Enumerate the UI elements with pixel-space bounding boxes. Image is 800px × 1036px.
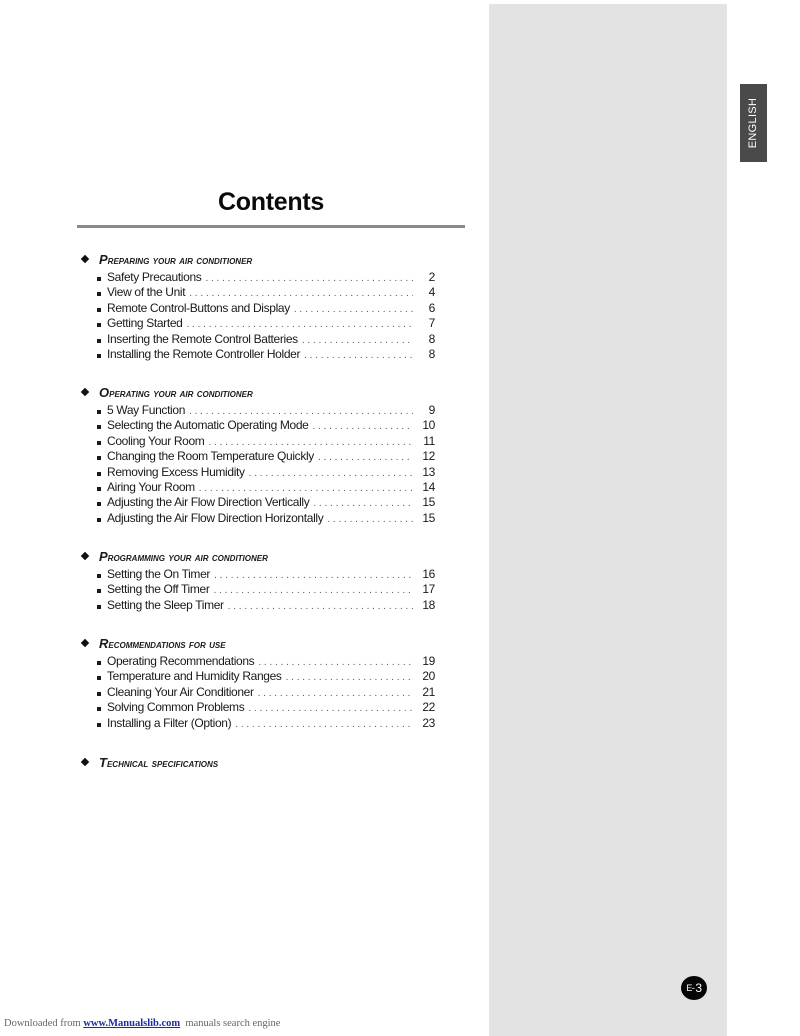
page-number: 19 [422, 654, 435, 668]
page-number: 12 [422, 449, 435, 464]
page-number: 14 [422, 479, 435, 494]
language-tab [740, 84, 767, 162]
toc-entry[interactable]: Solving Common Problems . . . 22 [80, 700, 435, 715]
section-title: Preparing your air conditioner [99, 252, 253, 267]
dot-leader [186, 317, 413, 332]
dot-leader [313, 419, 414, 434]
page-number: 6 [428, 300, 435, 315]
dot-leader [235, 717, 413, 732]
toc-entry[interactable]: Setting the Off Timer . . . 17 [80, 582, 435, 597]
toc-entry[interactable]: Changing the Room Temperature Quickly . . . 12 [80, 449, 435, 464]
toc-entry[interactable]: Remote Control-Buttons and Display . . . 6 [80, 301, 435, 316]
section-heading [80, 252, 440, 268]
toc-entry[interactable]: Installing the Remote Controller Holder . . . 8 [80, 347, 435, 362]
square-bullet-icon [97, 589, 101, 593]
toc-entry[interactable]: Inserting the Remote Control Batteries . . . 8 [80, 332, 435, 347]
page-number: 2 [428, 270, 435, 284]
page-number: 23 [422, 715, 435, 730]
dot-leader [213, 583, 413, 598]
diamond-bullet-icon [81, 255, 89, 263]
square-bullet-icon [97, 277, 101, 281]
dot-leader [189, 404, 413, 419]
page-prefix: E- [686, 983, 695, 993]
section-title: Technical specifications [99, 755, 219, 770]
footer-prefix: Downloaded from [4, 1018, 84, 1029]
section-title: Operating your air conditioner [99, 385, 253, 400]
square-bullet-icon [97, 605, 101, 609]
toc-entry[interactable]: Selecting the Automatic Operating Mode . . . 10 [80, 418, 435, 433]
page-title: Contents [218, 188, 324, 216]
section-heading [80, 549, 440, 565]
dot-leader [286, 670, 413, 685]
page-number: 20 [422, 669, 435, 684]
square-bullet-icon [97, 425, 101, 429]
page-number: 11 [423, 433, 435, 448]
toc-entry[interactable]: Adjusting the Air Flow Direction Horizontally . . . 15 [80, 511, 435, 526]
page-number: 7 [428, 316, 435, 331]
square-bullet-icon [97, 292, 101, 296]
square-bullet-icon [97, 410, 101, 414]
toc-entry[interactable]: Operating Recommendations . . . 19 [80, 654, 435, 669]
toc-section-technical [80, 755, 440, 771]
toc-entry[interactable]: Cleaning Your Air Conditioner . . . 21 [80, 685, 435, 700]
square-bullet-icon [97, 707, 101, 711]
footer-suffix: manuals search engine [180, 1018, 281, 1029]
page-number: 4 [428, 285, 435, 300]
toc-entry[interactable]: 5 Way Function . . . 9 [80, 403, 435, 418]
side-panel [489, 4, 727, 1036]
section-heading[interactable] [80, 755, 440, 771]
title-divider [77, 225, 465, 228]
page-number: 15 [422, 495, 435, 510]
page-number: 16 [422, 567, 435, 581]
toc-entry[interactable]: Safety Precautions . . . 2 [80, 270, 435, 285]
dot-leader [318, 450, 413, 465]
manualslib-link[interactable]: www.Manualslib.com [83, 1018, 181, 1029]
toc-entry[interactable]: Cooling Your Room . . . 11 [80, 434, 435, 449]
square-bullet-icon [97, 323, 101, 327]
square-bullet-icon [97, 723, 101, 727]
dot-leader [313, 496, 413, 511]
diamond-bullet-icon [81, 388, 89, 396]
toc-entry[interactable]: Removing Excess Humidity . . . 13 [80, 465, 435, 480]
toc-entry[interactable]: Getting Started . . . 7 [80, 316, 435, 331]
page-number: 18 [422, 597, 435, 612]
section-title: Programming your air conditioner [99, 549, 268, 564]
page-number: 21 [422, 684, 435, 699]
dot-leader [302, 333, 413, 348]
toc-entry[interactable]: Airing Your Room . . . 14 [80, 480, 435, 495]
language-tab-label: ENGLISH [747, 97, 760, 149]
square-bullet-icon [97, 574, 101, 578]
page-number: 17 [422, 582, 435, 597]
page-number: 10 [422, 418, 435, 433]
toc-section-recommendations [80, 636, 440, 731]
page-number: 22 [422, 700, 435, 715]
page-number: 13 [422, 464, 435, 479]
dot-leader [294, 302, 413, 317]
toc-entry[interactable]: Installing a Filter (Option) . . . 23 [80, 716, 435, 731]
square-bullet-icon [97, 472, 101, 476]
download-footer [4, 1018, 280, 1029]
page-number: 3 [695, 981, 702, 995]
square-bullet-icon [97, 661, 101, 665]
dot-leader [248, 701, 413, 716]
diamond-bullet-icon [81, 552, 89, 560]
page-number-badge [681, 976, 707, 1000]
square-bullet-icon [97, 308, 101, 312]
toc-entry[interactable]: View of the Unit . . . 4 [80, 285, 435, 300]
toc-entry[interactable]: Setting the Sleep Timer . . . 18 [80, 598, 435, 613]
diamond-bullet-icon [81, 639, 89, 647]
square-bullet-icon [97, 456, 101, 460]
toc-entry[interactable]: Setting the On Timer . . . 16 [80, 567, 435, 582]
dot-leader [228, 599, 413, 614]
dot-leader [258, 655, 413, 670]
dot-leader [258, 686, 413, 701]
toc-entry[interactable]: Temperature and Humidity Ranges . . . 20 [80, 669, 435, 684]
page-number: 15 [422, 510, 435, 525]
toc-section-preparing [80, 252, 440, 362]
dot-leader [214, 568, 413, 583]
section-title: Recommendations for use [99, 636, 226, 651]
section-heading [80, 636, 440, 652]
dot-leader [205, 271, 413, 286]
dot-leader [208, 435, 413, 450]
toc-section-operating [80, 385, 440, 526]
square-bullet-icon [97, 676, 101, 680]
section-heading [80, 385, 440, 401]
dot-leader [304, 348, 413, 363]
diamond-bullet-icon [81, 758, 89, 766]
page-number: 8 [428, 346, 435, 361]
square-bullet-icon [97, 487, 101, 491]
dot-leader [189, 286, 413, 301]
toc-entry[interactable]: Adjusting the Air Flow Direction Vertically . . . 15 [80, 495, 435, 510]
toc-section-programming [80, 549, 440, 613]
page-number: 8 [428, 331, 435, 346]
square-bullet-icon [97, 518, 101, 522]
square-bullet-icon [97, 502, 101, 506]
square-bullet-icon [97, 692, 101, 696]
dot-leader [199, 481, 413, 496]
dot-leader [249, 466, 413, 481]
page-number: 9 [428, 403, 435, 417]
square-bullet-icon [97, 354, 101, 358]
square-bullet-icon [97, 339, 101, 343]
square-bullet-icon [97, 441, 101, 445]
dot-leader [327, 512, 413, 527]
